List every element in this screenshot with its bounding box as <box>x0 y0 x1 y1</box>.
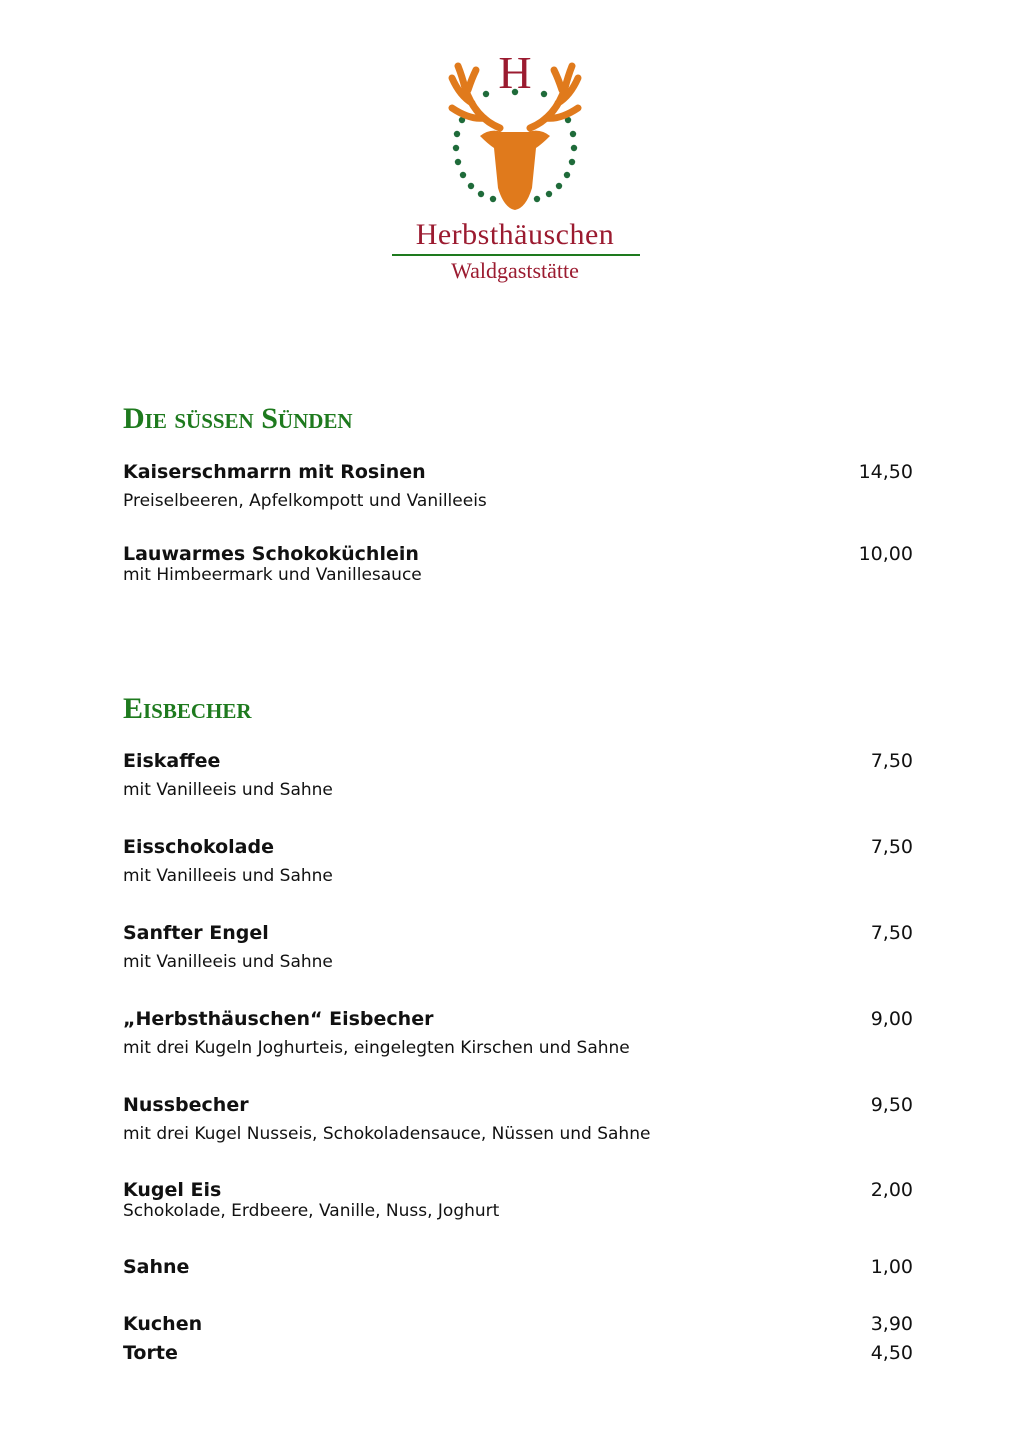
brand-name: Herbsthäuschen <box>415 218 615 251</box>
item-description: mit Vanilleeis und Sahne <box>123 866 333 886</box>
item-name: Sanfter Engel <box>123 922 269 944</box>
brand-monogram: H <box>498 48 532 98</box>
item-price: 1,00 <box>870 1256 913 1278</box>
item-price: 9,50 <box>870 1094 913 1116</box>
item-name: Nussbecher <box>123 1094 249 1116</box>
item-name: Eiskaffee <box>123 750 221 772</box>
item-name: Eisschokolade <box>123 836 274 858</box>
item-description: mit Vanilleeis und Sahne <box>123 780 333 800</box>
item-price: 2,00 <box>870 1179 913 1201</box>
item-description: mit Vanilleeis und Sahne <box>123 952 333 972</box>
item-price: 4,50 <box>870 1342 913 1364</box>
item-name: Kuchen <box>123 1313 203 1335</box>
item-description: mit drei Kugeln Joghurteis, eingelegten Kirschen und Sahne <box>123 1038 630 1058</box>
section-title-suesse-suenden: Die süßen Sünden <box>123 402 353 435</box>
item-price: 7,50 <box>870 750 913 772</box>
item-name: „Herbsthäuschen“ Eisbecher <box>123 1008 434 1030</box>
brand-subtitle: Waldgaststätte <box>451 258 579 283</box>
deer-emblem-icon <box>380 48 650 218</box>
restaurant-logo <box>380 48 650 298</box>
item-name: Sahne <box>123 1256 190 1278</box>
item-name: Kugel Eis <box>123 1179 222 1201</box>
item-price: 7,50 <box>870 836 913 858</box>
item-price: 3,90 <box>870 1313 913 1335</box>
item-price: 14,50 <box>858 461 913 483</box>
item-description: Preiselbeeren, Apfelkompott und Vanilleeis <box>123 491 487 511</box>
item-name: Kaiserschmarrn mit Rosinen <box>123 461 426 483</box>
item-price: 7,50 <box>870 922 913 944</box>
item-name: Torte <box>123 1342 178 1364</box>
brand-divider <box>392 254 640 256</box>
item-price: 10,00 <box>858 543 913 565</box>
item-description: mit drei Kugel Nusseis, Schokoladensauce, Nüssen und Sahne <box>123 1124 651 1144</box>
item-description: Schokolade, Erdbeere, Vanille, Nuss, Joghurt <box>123 1201 500 1221</box>
section-title-eisbecher: Eisbecher <box>123 692 252 725</box>
item-name: Lauwarmes Schokoküchlein <box>123 543 419 565</box>
item-price: 9,00 <box>870 1008 913 1030</box>
item-description: mit Himbeermark und Vanillesauce <box>123 565 422 585</box>
